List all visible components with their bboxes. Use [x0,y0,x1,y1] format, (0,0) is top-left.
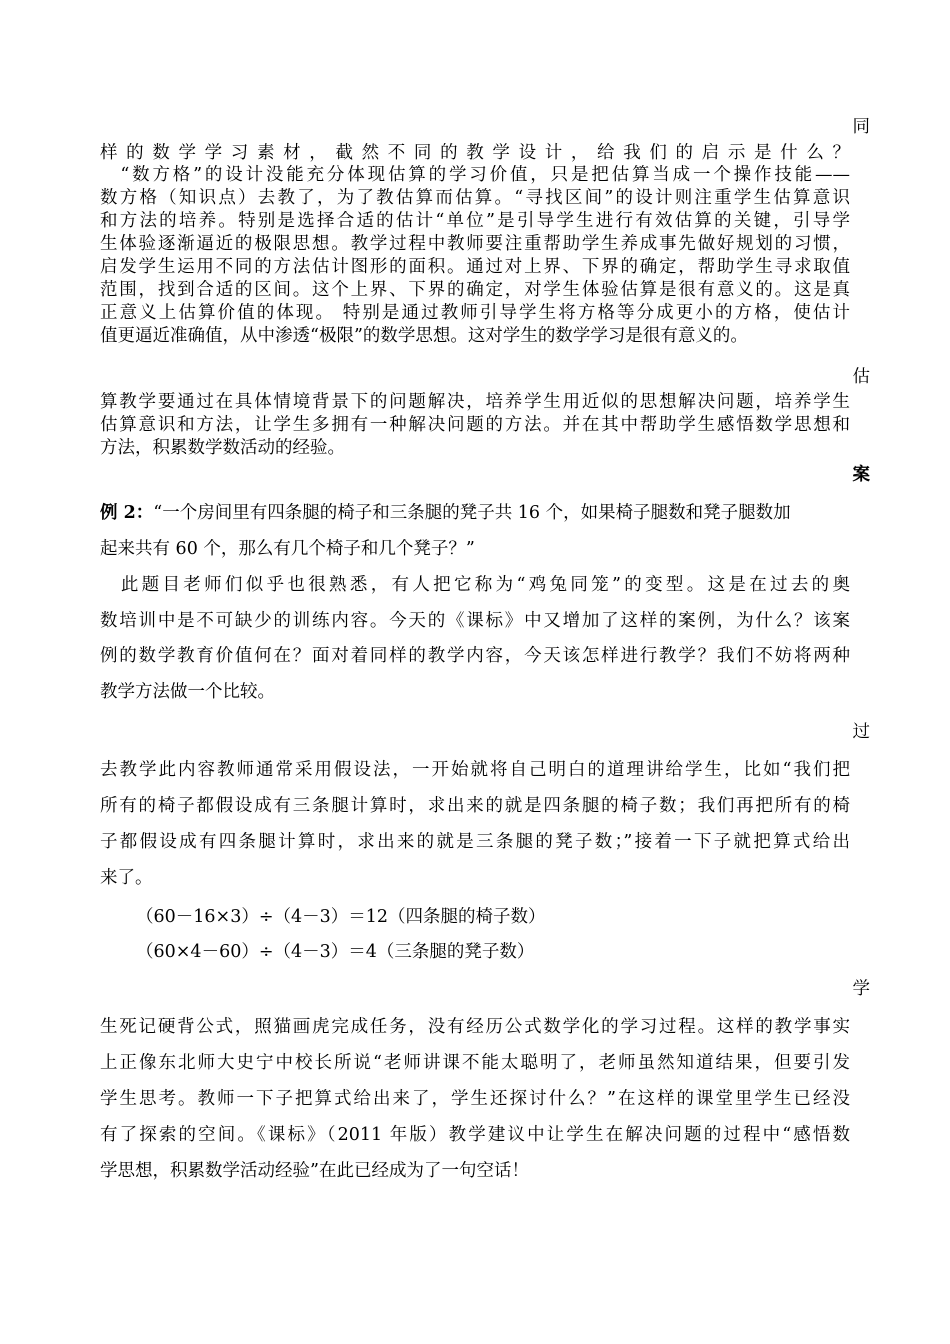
text-line: 学生思考。教师一下子把算式给出来了，学生还探讨什么？”在这样的课堂里学生已经没 [100,1089,850,1109]
text-line: 范围，找到合适的区间。这个上界、下界的确定，对学生体验估算是很有意义的。这是真 [100,280,850,300]
text-line: 启发学生运用不同的方法估计图形的面积。通过对上界、下界的确定，帮助学生寻求取值 [100,257,850,277]
example-text: “一个房间里有四条腿的椅子和三条腿的凳子共 16 个，如果椅子腿数和凳子腿数加 [153,503,791,523]
example-label: 例 2： [100,503,154,523]
formula-line: （60×4－60）÷（4－3）＝4（三条腿的凳子数） [136,942,535,962]
section-marker: 学 [852,979,870,999]
section-marker: 过 [852,722,870,742]
text-line: 有了探索的空间。《课标》（2011 年版）教学建议中让学生在解决问题的过程中“感悟数 [100,1125,850,1145]
text-line: 数培训中是不可缺少的训练内容。今天的《课标》中又增加了这样的案例，为什么？该案 [100,611,850,631]
text-line: 来了。 [100,868,153,888]
text-line: “数方格”的设计没能充分体现估算的学习价值，只是把估算当成一个操作技能—— [100,165,850,185]
text-line: 所有的椅子都假设成有三条腿计算时，求出来的就是四条腿的椅子数；我们再把所有的椅 [100,796,850,816]
text-line: 起来共有 60 个，那么有几个椅子和几个凳子？” [100,539,475,559]
section-marker: 估 [852,367,870,387]
text-line: 此题目老师们似乎也很熟悉，有人把它称为“鸡兔同笼”的变型。这是在过去的奥 [100,575,850,595]
text-line: 上正像东北师大史宁中校长所说“老师讲课不能太聪明了，老师虽然知道结果，但要引发 [100,1053,850,1073]
text-line: 估算意识和方法，让学生多拥有一种解决问题的方法。并在其中帮助学生感悟数学思想和 [100,415,850,435]
text-line: 去教学此内容教师通常采用假设法，一开始就将自己明白的道理讲给学生，比如“我们把 [100,760,850,780]
text-line: 数方格（知识点）去教了，为了教估算而估算。“寻找区间”的设计则注重学生估算意识 [100,188,850,208]
text-line: 子都假设成有四条腿计算时，求出来的就是三条腿的凳子数；”接着一下子就把算式给出 [100,832,850,852]
text-line: 方法，积累数学数活动的经验。 [100,438,345,458]
text-line: 生体验逐渐逼近的极限思想。教学过程中教师要注重帮助学生养成事先做好规划的习惯， [100,234,850,254]
text-line: 和方法的培养。特别是选择合适的估计“单位”是引导学生进行有效估算的关键，引导学 [100,211,850,231]
text-line: 值更逼近准确值，从中渗透“极限”的数学思想。这对学生的数学学习是很有意义的。 [100,326,748,346]
text-line: 正意义上估算价值的体现。 特别是通过教师引导学生将方格等分成更小的方格，使估计 [100,303,850,323]
section-marker: 案 [852,465,870,485]
text-line: 例的数学教育价值何在？面对着同样的教学内容，今天该怎样进行教学？我们不妨将两种 [100,646,850,666]
text-line: 学思想，积累数学活动经验”在此已经成为了一句空话！ [100,1161,529,1181]
text-line: 教学方法做一个比较。 [100,682,275,702]
example-line [100,502,850,524]
text-line: 算教学要通过在具体情境背景下的问题解决，培养学生用近似的思想解决问题，培养学生 [100,392,850,412]
text-line: 生死记硬背公式，照猫画虎完成任务，没有经历公式数学化的学习过程。这样的教学事实 [100,1017,850,1037]
formula-line: （60－16×3）÷（4－3）＝12（四条腿的椅子数） [136,907,546,927]
section-marker: 同 [852,117,870,137]
text-line: 样的数学学习素材，截然不同的教学设计，给我们的启示是什么？ [100,143,850,163]
